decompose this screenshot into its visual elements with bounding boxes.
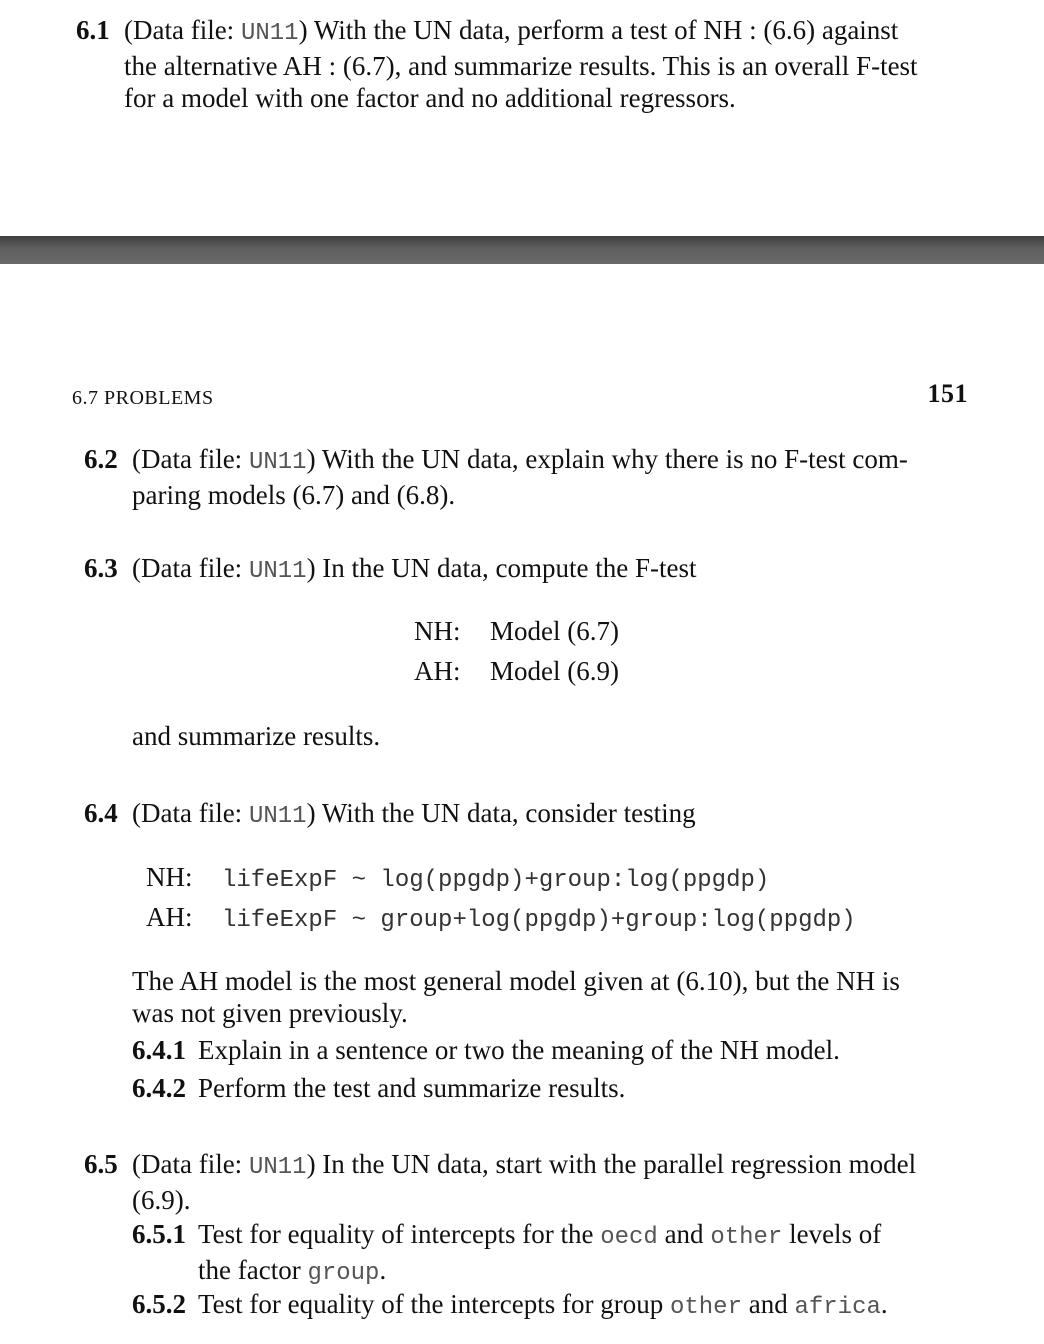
problem-text-line: (Data file: UN11) With the UN data, consider testing bbox=[132, 798, 696, 830]
problem-6-5 bbox=[84, 1148, 984, 1216]
problem-text-line: the alternative AH : (6.7), and summarize results. This is an overall F-test bbox=[124, 51, 918, 81]
hypothesis-ah bbox=[146, 901, 856, 937]
subproblem-text: Perform the test and summarize results. bbox=[198, 1073, 626, 1103]
subproblem-text: Explain in a sentence or two the meaning of the NH model. bbox=[198, 1035, 840, 1065]
hypothesis-nh bbox=[146, 861, 769, 897]
code-term: africa bbox=[794, 1294, 881, 1321]
data-file-name: UN11 bbox=[248, 803, 307, 830]
running-header bbox=[72, 379, 968, 414]
problem-text-line: for a model with one factor and no additional regressors. bbox=[124, 83, 736, 113]
data-file-name: UN11 bbox=[248, 449, 307, 476]
code-term: other bbox=[710, 1224, 783, 1251]
code-term: oecd bbox=[600, 1224, 658, 1251]
hypothesis-model: Model (6.9) bbox=[490, 656, 619, 686]
problem-text-line: (6.9). bbox=[132, 1185, 191, 1215]
data-file-name: UN11 bbox=[240, 20, 299, 47]
problem-number: 6.4 bbox=[84, 798, 118, 828]
data-file-name: UN11 bbox=[248, 558, 307, 585]
problem-number: 6.5 bbox=[84, 1149, 118, 1179]
code-term: other bbox=[669, 1294, 742, 1321]
subproblem-6-4-1 bbox=[132, 1034, 972, 1066]
problem-text-line: (Data file: UN11) With the UN data, perform a test of NH : (6.6) against bbox=[124, 15, 899, 47]
hypothesis-ah bbox=[414, 655, 619, 687]
subproblem-6-5-2: 6.5.2 Test for equality of the intercepts for group other and africa. bbox=[132, 1289, 888, 1321]
subproblem-text: the factor group. bbox=[198, 1255, 387, 1287]
hypothesis-model: Model (6.7) bbox=[490, 616, 619, 646]
page-divider bbox=[0, 236, 1044, 264]
problem-6-3 bbox=[84, 552, 984, 588]
subproblem-6-4-2 bbox=[132, 1072, 972, 1104]
hypothesis-label: AH: bbox=[414, 656, 461, 686]
problem-number: 6.1 bbox=[76, 15, 110, 45]
problem-6-1 bbox=[76, 14, 976, 114]
hypothesis-label: NH: bbox=[146, 862, 193, 892]
problem-6-4 bbox=[84, 797, 984, 833]
problem-paragraph: The AH model is the most general model given at (6.10), but the NH is was not given previously. bbox=[132, 966, 900, 1028]
code-term: group bbox=[307, 1260, 380, 1287]
problem-text-line: (Data file: UN11) In the UN data, start with the parallel regression model bbox=[132, 1149, 917, 1181]
subproblem-number: 6.5.1 bbox=[132, 1219, 186, 1249]
data-file-name: UN11 bbox=[248, 1154, 307, 1181]
hypothesis-nh bbox=[414, 615, 619, 647]
model-formula: lifeExpF ~ group+log(ppgdp)+group:log(ppgdp) bbox=[222, 907, 856, 934]
previous-page-fragment bbox=[0, 0, 1044, 236]
problem-text-line: paring models (6.7) and (6.8). bbox=[132, 480, 456, 510]
problem-number: 6.3 bbox=[84, 553, 118, 583]
section-title: 6.7 PROBLEMS bbox=[72, 387, 214, 409]
subproblem-number: 6.4.1 bbox=[132, 1035, 186, 1065]
page-number: 151 bbox=[927, 379, 968, 408]
problem-text-line: and summarize results. bbox=[132, 721, 381, 751]
subproblem-number: 6.5.2 bbox=[132, 1289, 186, 1319]
problem-6-2 bbox=[84, 443, 984, 511]
problem-text-line: (Data file: UN11) With the UN data, explain why there is no F-test com- bbox=[132, 444, 908, 476]
subproblem-6-5-1: 6.5.1 Test for equality of intercepts for the oecd and other levels of the factor group. bbox=[132, 1218, 972, 1290]
problem-number: 6.2 bbox=[84, 444, 118, 474]
model-formula: lifeExpF ~ log(ppgdp)+group:log(ppgdp) bbox=[222, 867, 770, 894]
hypothesis-label: NH: bbox=[414, 616, 461, 646]
hypothesis-label: AH: bbox=[146, 902, 193, 932]
problem-text-line: (Data file: UN11) In the UN data, compute the F-test bbox=[132, 553, 697, 585]
subproblem-number: 6.4.2 bbox=[132, 1073, 186, 1103]
